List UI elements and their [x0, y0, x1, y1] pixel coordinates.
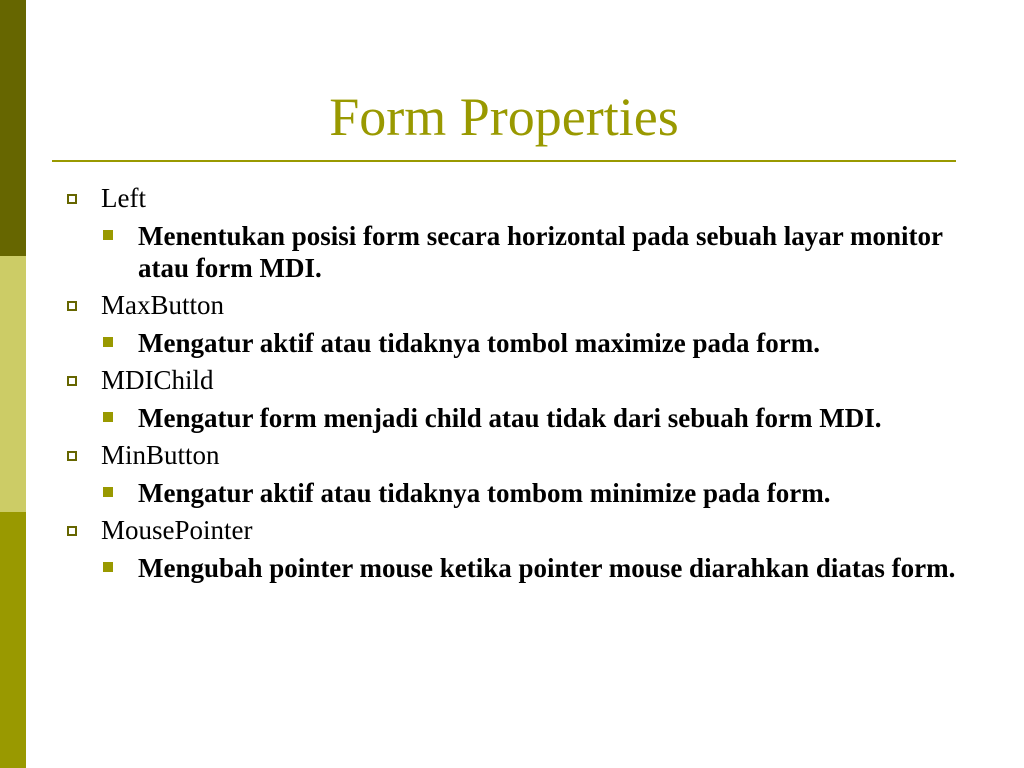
bullet-list — [64, 183, 964, 590]
sidebar-segment-middle — [0, 256, 26, 512]
decorative-sidebar — [0, 0, 26, 768]
sub-list-item — [101, 220, 964, 284]
property-name: MousePointer — [101, 515, 253, 545]
sub-list-item — [101, 327, 964, 359]
filled-square-bullet-icon — [103, 337, 113, 347]
hollow-square-bullet-icon — [67, 451, 77, 461]
hollow-square-bullet-icon — [67, 194, 77, 204]
property-name: Left — [101, 183, 146, 213]
hollow-square-bullet-icon — [67, 301, 77, 311]
hollow-square-bullet-icon — [67, 376, 77, 386]
property-description: Mengatur aktif atau tidaknya tombom minimize pada form. — [138, 478, 831, 508]
filled-square-bullet-icon — [103, 230, 113, 240]
list-item — [64, 290, 964, 321]
sub-list-item — [101, 552, 964, 584]
filled-square-bullet-icon — [103, 562, 113, 572]
title-underline — [52, 160, 956, 162]
property-name: MinButton — [101, 440, 220, 470]
hollow-square-bullet-icon — [67, 526, 77, 536]
property-name: MDIChild — [101, 365, 214, 395]
slide-title: Form Properties — [329, 87, 679, 147]
list-item — [64, 365, 964, 396]
property-name: MaxButton — [101, 290, 225, 320]
property-description: Mengubah pointer mouse ketika pointer mouse diarahkan diatas form. — [138, 553, 956, 583]
property-description: Mengatur aktif atau tidaknya tombol maximize pada form. — [138, 328, 820, 358]
list-item — [64, 440, 964, 471]
sidebar-segment-top — [0, 0, 26, 256]
sidebar-segment-bottom — [0, 512, 26, 768]
list-item — [64, 183, 964, 214]
property-description: Menentukan posisi form secara horizontal pada sebuah layar monitor atau form MDI. — [138, 221, 943, 283]
filled-square-bullet-icon — [103, 487, 113, 497]
property-description: Mengatur form menjadi child atau tidak dari sebuah form MDI. — [138, 403, 882, 433]
filled-square-bullet-icon — [103, 412, 113, 422]
list-item — [64, 515, 964, 546]
sub-list-item — [101, 402, 964, 434]
sub-list-item — [101, 477, 964, 509]
